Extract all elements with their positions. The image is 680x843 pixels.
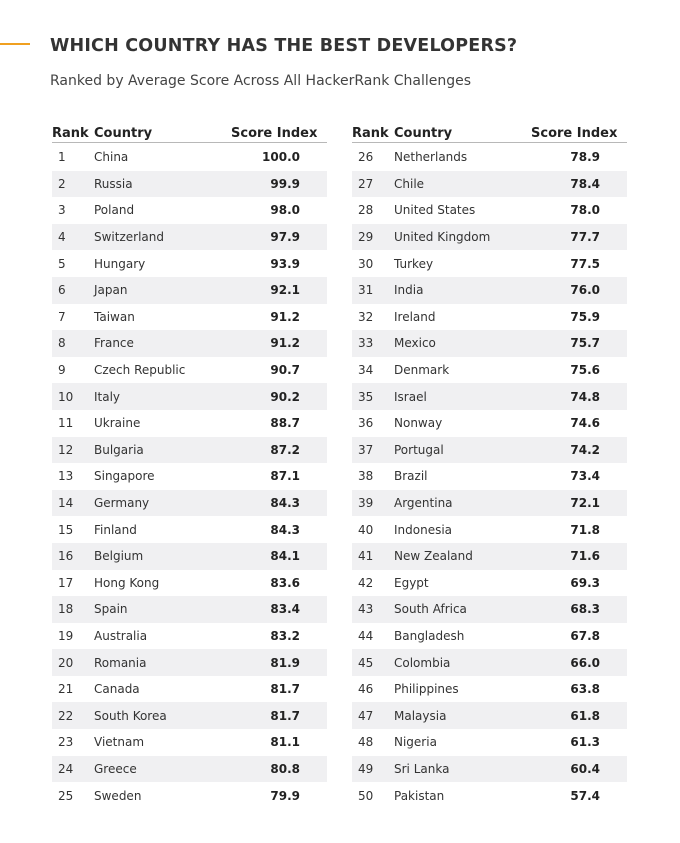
country-cell: Indonesia bbox=[394, 522, 453, 537]
table-row bbox=[52, 250, 327, 277]
country-cell: United Kingdom bbox=[394, 230, 491, 245]
rank-cell: 25 bbox=[58, 788, 74, 803]
score-cell: 75.7 bbox=[570, 336, 600, 351]
rank-cell: 47 bbox=[358, 708, 374, 723]
rank-cell: 1 bbox=[58, 150, 66, 165]
country-cell: Greece bbox=[94, 761, 137, 776]
rank-cell: 13 bbox=[58, 469, 74, 484]
rank-cell: 45 bbox=[358, 655, 374, 670]
rank-cell: 35 bbox=[358, 389, 374, 404]
table-row bbox=[52, 224, 327, 251]
table-row bbox=[52, 144, 327, 171]
table-row bbox=[352, 410, 627, 437]
table-row bbox=[52, 702, 327, 729]
rank-cell: 14 bbox=[58, 496, 74, 511]
score-cell: 74.8 bbox=[570, 389, 600, 404]
table-row bbox=[352, 144, 627, 171]
score-cell: 61.3 bbox=[570, 735, 600, 750]
country-cell: Portugal bbox=[394, 442, 444, 457]
country-cell: Hungary bbox=[94, 256, 146, 271]
table-row bbox=[352, 197, 627, 224]
country-cell: Nigeria bbox=[394, 735, 437, 750]
rank-cell: 27 bbox=[358, 176, 374, 191]
table-row bbox=[352, 516, 627, 543]
table-row bbox=[352, 171, 627, 198]
rank-cell: 23 bbox=[58, 735, 74, 750]
table-body bbox=[352, 144, 627, 809]
table-row bbox=[52, 570, 327, 597]
score-cell: 78.4 bbox=[570, 176, 600, 191]
table-row bbox=[52, 756, 327, 783]
rank-cell: 43 bbox=[358, 602, 374, 617]
country-cell: Australia bbox=[94, 628, 148, 643]
rank-cell: 16 bbox=[58, 549, 74, 564]
score-cell: 66.0 bbox=[570, 655, 600, 670]
score-cell: 76.0 bbox=[570, 283, 600, 298]
country-cell: Czech Republic bbox=[94, 363, 186, 378]
table-header bbox=[352, 118, 627, 143]
score-cell: 78.0 bbox=[570, 203, 600, 218]
table-row bbox=[52, 782, 327, 809]
score-cell: 75.9 bbox=[570, 309, 600, 324]
rank-cell: 44 bbox=[358, 628, 374, 643]
table-row bbox=[352, 543, 627, 570]
column-header-score: Score Index bbox=[231, 126, 318, 141]
country-cell: Finland bbox=[94, 522, 137, 537]
score-cell: 73.4 bbox=[570, 469, 600, 484]
score-cell: 90.7 bbox=[270, 363, 300, 378]
score-cell: 81.9 bbox=[270, 655, 300, 670]
rank-cell: 49 bbox=[358, 761, 374, 776]
score-cell: 74.2 bbox=[570, 442, 600, 457]
country-cell: Turkey bbox=[394, 256, 434, 271]
rank-cell: 31 bbox=[358, 283, 374, 298]
table-row bbox=[52, 383, 327, 410]
rank-cell: 6 bbox=[58, 283, 66, 298]
score-cell: 78.9 bbox=[570, 150, 600, 165]
table-row bbox=[352, 570, 627, 597]
table-row bbox=[352, 330, 627, 357]
country-cell: Bulgaria bbox=[94, 442, 144, 457]
rank-cell: 38 bbox=[358, 469, 374, 484]
country-cell: Philippines bbox=[394, 682, 459, 697]
score-cell: 83.4 bbox=[270, 602, 300, 617]
column-header-rank: Rank bbox=[52, 126, 89, 141]
rank-cell: 9 bbox=[58, 363, 66, 378]
table-row bbox=[52, 410, 327, 437]
score-cell: 91.2 bbox=[270, 336, 300, 351]
country-cell: Sweden bbox=[94, 788, 142, 803]
table-row bbox=[352, 490, 627, 517]
page-title: WHICH COUNTRY HAS THE BEST DEVELOPERS? bbox=[50, 36, 518, 56]
country-cell: Germany bbox=[94, 496, 150, 511]
rank-cell: 40 bbox=[358, 522, 374, 537]
rank-cell: 29 bbox=[358, 230, 374, 245]
rank-cell: 24 bbox=[58, 761, 74, 776]
country-cell: France bbox=[94, 336, 134, 351]
country-cell: Netherlands bbox=[394, 150, 468, 165]
country-cell: China bbox=[94, 150, 129, 165]
country-cell: Denmark bbox=[394, 363, 450, 378]
table-row bbox=[352, 729, 627, 756]
score-cell: 88.7 bbox=[270, 416, 300, 431]
score-cell: 100.0 bbox=[262, 150, 300, 165]
table-row bbox=[352, 437, 627, 464]
country-cell: Israel bbox=[394, 389, 427, 404]
table-row bbox=[52, 516, 327, 543]
score-cell: 92.1 bbox=[270, 283, 300, 298]
score-cell: 77.5 bbox=[570, 256, 600, 271]
rank-cell: 39 bbox=[358, 496, 374, 511]
table-row bbox=[352, 224, 627, 251]
score-cell: 84.3 bbox=[270, 496, 300, 511]
rank-cell: 2 bbox=[58, 176, 66, 191]
country-cell: Argentina bbox=[394, 496, 453, 511]
ranking-table-right bbox=[352, 118, 627, 809]
table-row bbox=[52, 623, 327, 650]
country-cell: Ukraine bbox=[94, 416, 141, 431]
table-row bbox=[352, 756, 627, 783]
country-cell: Brazil bbox=[394, 469, 428, 484]
country-cell: Hong Kong bbox=[94, 575, 160, 590]
country-cell: Mexico bbox=[394, 336, 436, 351]
score-cell: 84.3 bbox=[270, 522, 300, 537]
rank-cell: 26 bbox=[358, 150, 374, 165]
country-cell: Spain bbox=[94, 602, 128, 617]
score-cell: 67.8 bbox=[570, 628, 600, 643]
country-cell: United States bbox=[394, 203, 476, 218]
rank-cell: 48 bbox=[358, 735, 374, 750]
table-row bbox=[352, 649, 627, 676]
score-cell: 72.1 bbox=[570, 496, 600, 511]
rank-cell: 32 bbox=[358, 309, 374, 324]
country-cell: India bbox=[394, 283, 424, 298]
rank-cell: 11 bbox=[58, 416, 74, 431]
rank-cell: 33 bbox=[358, 336, 374, 351]
table-row bbox=[52, 463, 327, 490]
column-header-score: Score Index bbox=[531, 126, 618, 141]
table-row bbox=[52, 543, 327, 570]
score-cell: 63.8 bbox=[570, 682, 600, 697]
rank-cell: 19 bbox=[58, 628, 74, 643]
rank-cell: 4 bbox=[58, 230, 66, 245]
rank-cell: 7 bbox=[58, 309, 66, 324]
accent-bar bbox=[0, 43, 30, 45]
country-cell: Malaysia bbox=[394, 708, 447, 723]
score-cell: 71.6 bbox=[570, 549, 600, 564]
country-cell: Colombia bbox=[394, 655, 451, 670]
score-cell: 97.9 bbox=[270, 230, 300, 245]
score-cell: 57.4 bbox=[570, 788, 600, 803]
rank-cell: 21 bbox=[58, 682, 74, 697]
score-cell: 99.9 bbox=[270, 176, 300, 191]
country-cell: Ireland bbox=[394, 309, 436, 324]
table-row bbox=[52, 729, 327, 756]
rank-cell: 20 bbox=[58, 655, 74, 670]
country-cell: Japan bbox=[94, 283, 128, 298]
rank-cell: 22 bbox=[58, 708, 74, 723]
table-row bbox=[52, 490, 327, 517]
table-row bbox=[352, 676, 627, 703]
score-cell: 87.2 bbox=[270, 442, 300, 457]
score-cell: 93.9 bbox=[270, 256, 300, 271]
column-header-rank: Rank bbox=[352, 126, 389, 141]
score-cell: 83.6 bbox=[270, 575, 300, 590]
rank-cell: 3 bbox=[58, 203, 66, 218]
table-row bbox=[52, 676, 327, 703]
country-cell: Switzerland bbox=[94, 230, 164, 245]
country-cell: Russia bbox=[94, 176, 133, 191]
rank-cell: 10 bbox=[58, 389, 74, 404]
rank-cell: 12 bbox=[58, 442, 74, 457]
country-cell: Taiwan bbox=[94, 309, 135, 324]
table-row bbox=[352, 357, 627, 384]
country-cell: Canada bbox=[94, 682, 140, 697]
table-row bbox=[352, 623, 627, 650]
score-cell: 68.3 bbox=[570, 602, 600, 617]
country-cell: South Korea bbox=[94, 708, 167, 723]
country-cell: Vietnam bbox=[94, 735, 145, 750]
score-cell: 98.0 bbox=[270, 203, 300, 218]
score-cell: 87.1 bbox=[270, 469, 300, 484]
rank-cell: 15 bbox=[58, 522, 74, 537]
country-cell: South Africa bbox=[394, 602, 467, 617]
column-header-country: Country bbox=[394, 126, 453, 141]
table-row bbox=[352, 383, 627, 410]
table-row bbox=[52, 171, 327, 198]
score-cell: 91.2 bbox=[270, 309, 300, 324]
rank-cell: 5 bbox=[58, 256, 66, 271]
rank-cell: 18 bbox=[58, 602, 74, 617]
country-cell: Pakistan bbox=[394, 788, 445, 803]
score-cell: 81.7 bbox=[270, 682, 300, 697]
rank-cell: 8 bbox=[58, 336, 66, 351]
table-row bbox=[52, 649, 327, 676]
rank-cell: 17 bbox=[58, 575, 74, 590]
score-cell: 74.6 bbox=[570, 416, 600, 431]
table-header bbox=[52, 118, 327, 143]
score-cell: 81.7 bbox=[270, 708, 300, 723]
rank-cell: 28 bbox=[358, 203, 374, 218]
country-cell: Romania bbox=[94, 655, 147, 670]
rank-cell: 46 bbox=[358, 682, 374, 697]
rank-cell: 30 bbox=[358, 256, 374, 271]
rank-cell: 37 bbox=[358, 442, 374, 457]
table-row bbox=[52, 357, 327, 384]
score-cell: 60.4 bbox=[570, 761, 600, 776]
table-row bbox=[52, 330, 327, 357]
score-cell: 77.7 bbox=[570, 230, 600, 245]
rank-cell: 34 bbox=[358, 363, 374, 378]
score-cell: 83.2 bbox=[270, 628, 300, 643]
score-cell: 69.3 bbox=[570, 575, 600, 590]
ranking-table-left bbox=[52, 118, 327, 809]
country-cell: Belgium bbox=[94, 549, 144, 564]
table-row bbox=[52, 304, 327, 331]
country-cell: Bangladesh bbox=[394, 628, 465, 643]
page-subtitle: Ranked by Average Score Across All HackerRank Challenges bbox=[50, 73, 472, 89]
rank-cell: 41 bbox=[358, 549, 374, 564]
column-header-country: Country bbox=[94, 126, 153, 141]
country-cell: Poland bbox=[94, 203, 135, 218]
rank-cell: 42 bbox=[358, 575, 374, 590]
score-cell: 79.9 bbox=[270, 788, 300, 803]
country-cell: Italy bbox=[94, 389, 121, 404]
score-cell: 75.6 bbox=[570, 363, 600, 378]
country-cell: Egypt bbox=[394, 575, 429, 590]
table-row bbox=[352, 250, 627, 277]
table-body bbox=[52, 144, 327, 809]
country-cell: Nonway bbox=[394, 416, 443, 431]
table-row bbox=[52, 197, 327, 224]
table-row bbox=[352, 702, 627, 729]
table-row bbox=[352, 277, 627, 304]
score-cell: 90.2 bbox=[270, 389, 300, 404]
table-row bbox=[52, 437, 327, 464]
country-cell: Singapore bbox=[94, 469, 155, 484]
country-cell: New Zealand bbox=[394, 549, 473, 564]
score-cell: 81.1 bbox=[270, 735, 300, 750]
table-row bbox=[352, 463, 627, 490]
country-cell: Sri Lanka bbox=[394, 761, 450, 776]
rank-cell: 36 bbox=[358, 416, 374, 431]
table-row bbox=[352, 596, 627, 623]
table-row bbox=[52, 596, 327, 623]
table-row bbox=[52, 277, 327, 304]
rank-cell: 50 bbox=[358, 788, 374, 803]
country-cell: Chile bbox=[394, 176, 425, 191]
score-cell: 80.8 bbox=[270, 761, 300, 776]
score-cell: 84.1 bbox=[270, 549, 300, 564]
table-row bbox=[352, 782, 627, 809]
score-cell: 61.8 bbox=[570, 708, 600, 723]
score-cell: 71.8 bbox=[570, 522, 600, 537]
table-row bbox=[352, 304, 627, 331]
